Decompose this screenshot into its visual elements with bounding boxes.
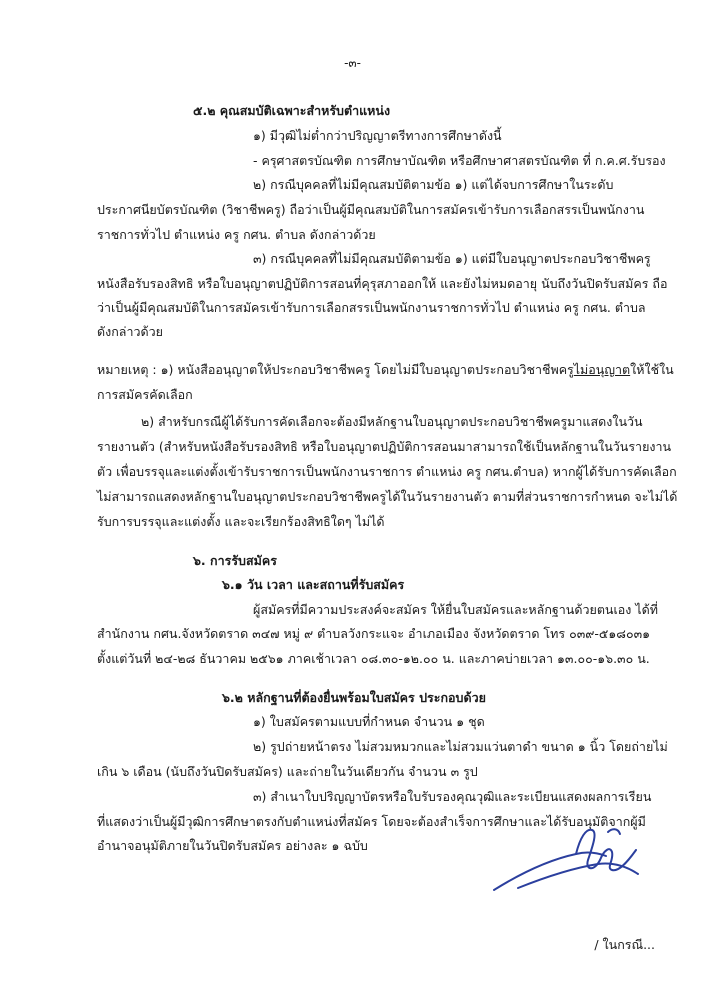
- qualification-item-2-line-1: ๒) กรณีบุคคลที่ไม่มีคุณสมบัติตามข้อ ๑) แต่ได้จบการศึกษาในระดับ: [253, 177, 614, 192]
- section-heading-6-1: ๖.๑ วัน เวลา และสถานที่รับสมัคร: [222, 577, 405, 592]
- note-line-1-tail: ให้ใช้ใน: [630, 362, 674, 377]
- application-place-line-1: ผู้สมัครที่มีความประสงค์จะสมัคร ให้ยื่นใบสมัครและหลักฐานด้วยตนเอง ได้ที่: [253, 602, 658, 617]
- qualification-item-3-line-2: หนังสือรับรองสิทธิ หรือใบอนุญาตปฏิบัติการสอนที่คุรุสภาออกให้ และยังไม่หมดอายุ นับถึงวันปิดรับสมัคร ถือ: [97, 276, 668, 291]
- document-item-1: ๑) ใบสมัครตามแบบที่กำหนด จำนวน ๑ ชุด: [253, 714, 485, 729]
- qualification-item-2-line-2: ประกาศนียบัตรบัณฑิต (วิชาชีพครู) ถือว่าเป็นผู้มีคุณสมบัติในการสมัครเข้ารับการเลือกสรรเป็นพนักงาน: [97, 202, 645, 217]
- note-item-2-line-1: ๒) สำหรับกรณีผู้ได้รับการคัดเลือกจะต้องมีหลักฐานใบอนุญาตประกอบวิชาชีพครูมาแสดงในวัน: [141, 414, 643, 429]
- note-line-1: [97, 362, 674, 378]
- application-place-line-3: ตั้งแต่วันที่ ๒๔-๒๘ ธันวาคม ๒๕๖๑ ภาคเช้าเวลา ๐๘.๓๐-๑๒.๐๐ น. และภาคบ่ายเวลา ๑๓.๐๐-๑๖.๓๐ น.: [97, 651, 650, 666]
- page-number: -๓-: [344, 56, 361, 70]
- note-item-2-line-5: รับการบรรจุและแต่งตั้ง และจะเรียกร้องสิทธิใดๆ ไม่ได้: [97, 514, 385, 529]
- signature-icon: [488, 820, 648, 900]
- note-item-2-line-3: ตัว เพื่อบรรจุและแต่งตั้งเข้ารับราชการเป็นพนักงานราชการ ตำแหน่ง ครู กศน.ตำบล) หากผู้ได้รับการคัดเลือก: [97, 464, 677, 479]
- note-item-2-line-2: รายงานตัว (สำหรับหนังสือรับรองสิทธิ หรือใบอนุญาตปฏิบัติการสอนมาสามารถใช้เป็นหลักฐานในวันรายงาน: [97, 439, 672, 454]
- qualification-item-2-line-3: ราชการทั่วไป ตำแหน่ง ครู กศน. ตำบล ดังกล่าวด้วย: [97, 227, 376, 242]
- qualification-item-1-sub: - ครุศาสตรบัณฑิต การศึกษาบัณฑิต หรือศึกษาศาสตรบัณฑิต ที่ ก.ค.ศ.รับรอง: [253, 153, 666, 168]
- document-item-2-line-1: ๒) รูปถ่ายหน้าตรง ไม่สวมหมวกและไม่สวมแว่นตาดำ ขนาด ๑ นิ้ว โดยถ่ายไม่: [253, 739, 668, 754]
- section-heading-5-2: ๕.๒ คุณสมบัติเฉพาะสำหรับตำแหน่ง: [193, 103, 391, 118]
- continuation-marker: / ในกรณี...: [594, 937, 655, 952]
- qualification-item-3-line-4: ดังกล่าวด้วย: [97, 324, 163, 339]
- document-item-2-line-2: เกิน ๖ เดือน (นับถึงวันปิดรับสมัคร) และถ่ายในวันเดียวกัน จำนวน ๓ รูป: [97, 764, 478, 779]
- note-item-2-line-4: ไม่สามารถแสดงหลักฐานใบอนุญาตประกอบวิชาชีพครูได้ในวันรายงานตัว ตามที่ส่วนราชการกำหนด จะไม่ได้: [97, 489, 678, 504]
- document-item-3-line-1: ๓) สำเนาใบปริญญาบัตรหรือใบรับรองคุณวุฒิและระเบียนแสดงผลการเรียน: [253, 789, 652, 804]
- note-line-1-text: หมายเหตุ : ๑) หนังสืออนุญาตให้ประกอบวิชาชีพครู โดยไม่มีใบอนุญาตประกอบวิชาชีพครู: [97, 362, 574, 377]
- document-item-3-line-2: ที่แสดงว่าเป็นผู้มีวุฒิการศึกษาตรงกับตำแหน่งที่สมัคร โดยจะต้องสำเร็จการศึกษาและได้รับอนุมัติจากผู้มี: [97, 814, 646, 829]
- qualification-item-3-line-3: ว่าเป็นผู้มีคุณสมบัติในการสมัครเข้ารับการเลือกสรรเป็นพนักงานราชการทั่วไป ตำแหน่ง ครู กศน. ตำบล: [97, 300, 646, 315]
- document-item-3-line-3: อำนาจอนุมัติภายในวันปิดรับสมัคร อย่างละ ๑ ฉบับ: [97, 838, 368, 853]
- note-line-2: การสมัครคัดเลือก: [97, 387, 193, 402]
- application-place-line-2: สำนักงาน กศน.จังหวัดตราด ๓๔๗ หมู่ ๙ ตำบลวังกระแจะ อำเภอเมือง จังหวัดตราด โทร ๐๓๙-๕๑๘๐๓๑: [97, 626, 651, 641]
- section-heading-6: ๖. การรับสมัคร: [193, 553, 277, 568]
- section-heading-6-2: ๖.๒ หลักฐานที่ต้องยื่นพร้อมใบสมัคร ประกอบด้วย: [222, 690, 486, 705]
- note-not-permitted: ไม่อนุญาต: [573, 362, 631, 377]
- qualification-item-1: ๑) มีวุฒิไม่ต่ำกว่าปริญญาตรีทางการศึกษาดังนี้: [253, 128, 502, 143]
- qualification-item-3-line-1: ๓) กรณีบุคคลที่ไม่มีคุณสมบัติตามข้อ ๑) แต่มีใบอนุญาตประกอบวิชาชีพครู: [253, 251, 651, 266]
